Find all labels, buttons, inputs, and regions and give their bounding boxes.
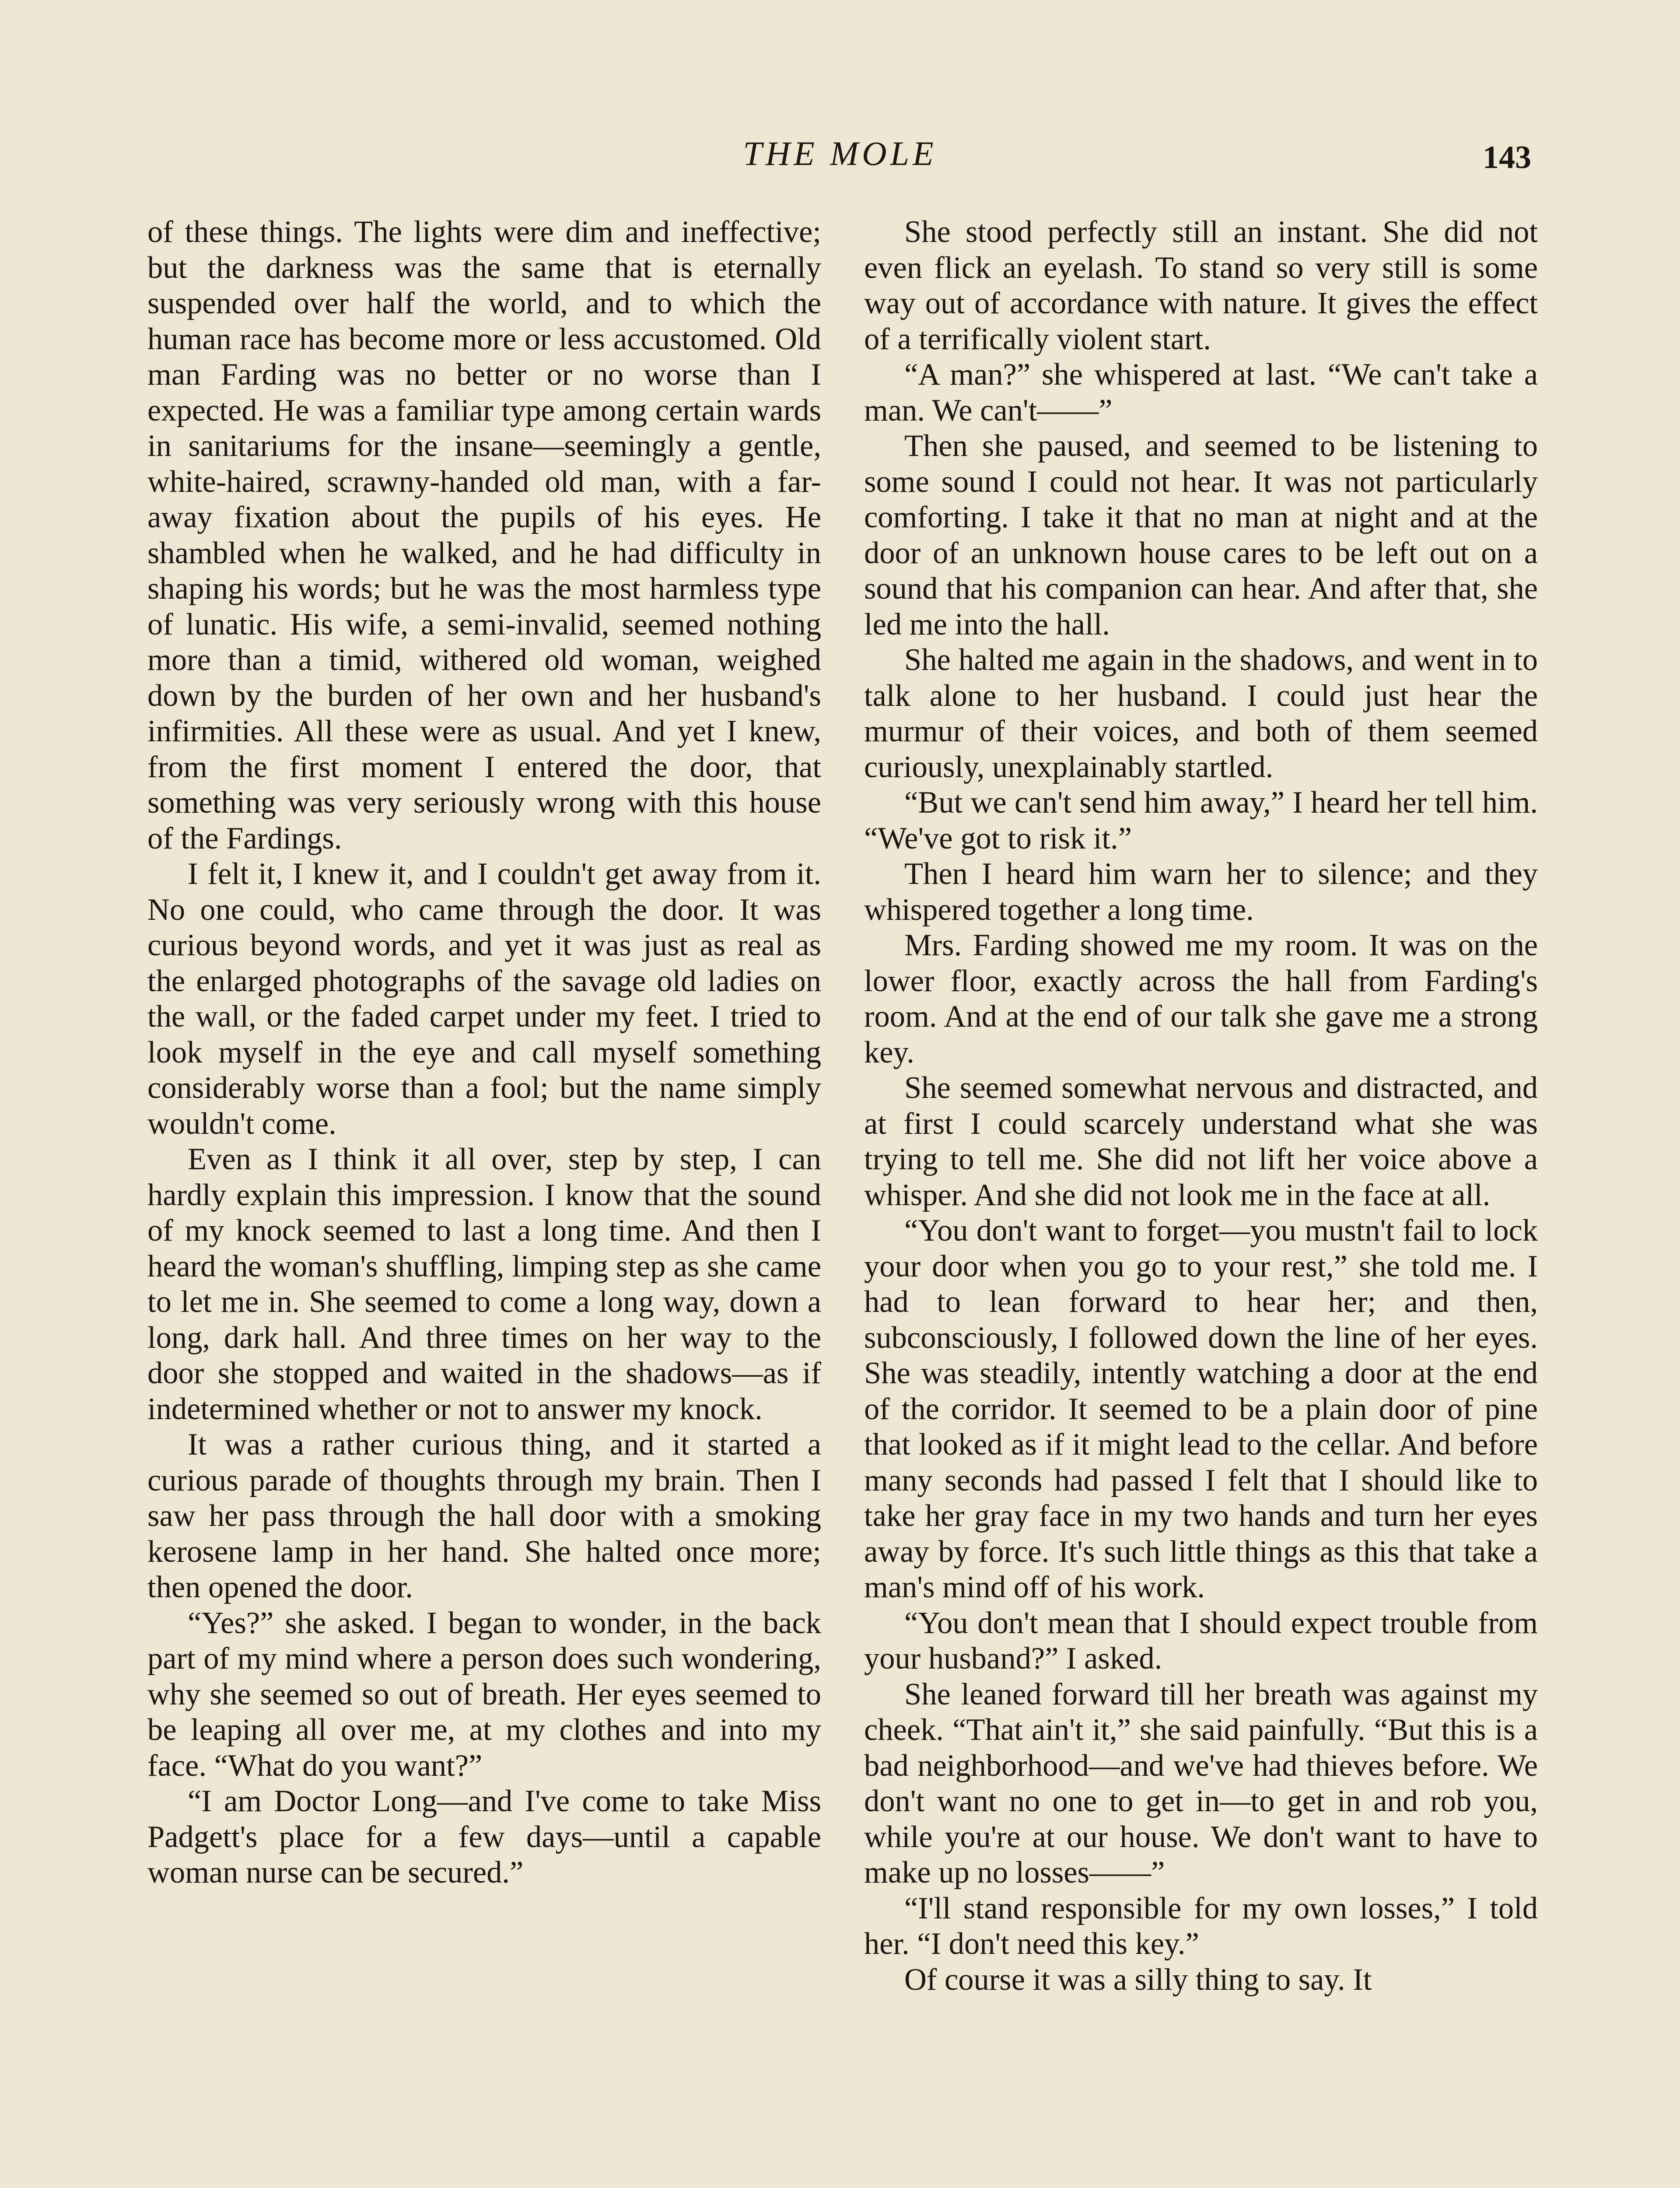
- left-text-column: [147, 214, 821, 1891]
- paragraph: “Yes?” she asked. I began to wonder, in the back part of my mind where a person does such wondering, why she seemed so out of breath. Her eyes seemed to be leaping all over me, at my clothes and into my face. “What do you want?”: [147, 1606, 821, 1783]
- paragraph: “You don't want to forget—you mustn't fail to lock your door when you go to your rest,” she told me. I had to lean forward to hear her; and then, subconsciously, I followed down the line of her eyes. She was steadily, intently watching a door at the end of the corridor. It seemed to be a plain door of pine that looked as if it might lead to the cellar. And before many seconds had passed I felt that I should like to take her gray face in my two hands and turn her eyes away by force. It's such little things as this that take a man's mind off of his work.: [864, 1213, 1538, 1604]
- paragraph: “You don't mean that I should expect trouble from your husband?” I asked.: [864, 1606, 1538, 1676]
- paragraph: Even as I think it all over, step by step, I can hardly explain this impression. I know that the sound of my knock seemed to last a long time. And then I heard the woman's shuffling, limping step as she came to let me in. She seemed to come a long way, down a long, dark hall. And three times on her way to the door she stopped and waited in the shadows—as if indetermined whether or not to answer my knock.: [147, 1142, 821, 1426]
- paragraph: She leaned forward till her breath was against my cheek. “That ain't it,” she said painfully. “But this is a bad neighborhood—and we've had thieves before. We don't want no one to get in—to get in and rob you, while you're at our house. We don't want to have to make up no losses——”: [864, 1677, 1538, 1890]
- page-header: [0, 131, 1680, 179]
- paragraph: “A man?” she whispered at last. “We can't take a man. We can't——”: [864, 358, 1538, 428]
- paragraph: I felt it, I knew it, and I couldn't get away from it. No one could, who came through the door. It was curious beyond words, and yet it was just as real as the enlarged photographs of the savage old ladies on the wall, or the faded carpet under my feet. I tried to look myself in the eye and call myself something considerably worse than a fool; but the name simply wouldn't come.: [147, 857, 821, 1141]
- paragraph: of these things. The lights were dim and ineffective; but the darkness was the same that is eternally suspended over half the world, and to which the human race has become more or less accustomed. Old man Farding was no better or no worse than I expected. He was a familiar type among certain wards in sanitariums for the insane—seemingly a gentle, white-haired, scrawny-handed old man, with a far-away fixation about the pupils of his eyes. He shambled when he walked, and he had difficulty in shaping his words; but he was the most harmless type of lunatic. His wife, a semi-invalid, seemed nothing more than a timid, withered old woman, weighed down by the burden of her own and her husband's infirmities. All these were as usual. And yet I knew, from the first moment I entered the door, that something was very seriously wrong with this house of the Fardings.: [147, 215, 821, 856]
- paragraph: Then I heard him warn her to silence; and they whispered together a long time.: [864, 857, 1538, 927]
- paragraph: She halted me again in the shadows, and went in to talk alone to her husband. I could just hear the murmur of their voices, and both of them seemed curiously, unexplainably startled.: [864, 643, 1538, 784]
- paragraph: Then she paused, and seemed to be listening to some sound I could not hear. It was not particularly comforting. I take it that no man at night and at the door of an unknown house cares to be left out on a sound that his companion can hear. And after that, she led me into the hall.: [864, 429, 1538, 642]
- paragraph: Mrs. Farding showed me my room. It was on the lower floor, exactly across the hall from Farding's room. And at the end of our talk she gave me a strong key.: [864, 928, 1538, 1069]
- page-number: 143: [1483, 140, 1531, 175]
- paragraph: She seemed somewhat nervous and distracted, and at first I could scarcely understand what she was trying to tell me. She did not lift her voice above a whisper. And she did not look me in the face at all.: [864, 1071, 1538, 1212]
- paragraph: “I'll stand responsible for my own losses,” I told her. “I don't need this key.”: [864, 1891, 1538, 1961]
- paragraph: It was a rather curious thing, and it started a curious parade of thoughts through my brain. Then I saw her pass through the hall door with a smoking kerosene lamp in her hand. She halted once more; then opened the door.: [147, 1427, 821, 1604]
- paragraph: “I am Doctor Long—and I've come to take Miss Padgett's place for a few days—until a capable woman nurse can be secured.”: [147, 1784, 821, 1890]
- right-text-column: [864, 214, 1538, 1998]
- paragraph: She stood perfectly still an instant. She did not even flick an eyelash. To stand so very still is some way out of accordance with nature. It gives the effect of a terrifically violent start.: [864, 215, 1538, 356]
- running-title: THE MOLE: [743, 134, 937, 172]
- paragraph: Of course it was a silly thing to say. It: [904, 1962, 1372, 1997]
- paragraph: “But we can't send him away,” I heard her tell him. “We've got to risk it.”: [864, 785, 1538, 856]
